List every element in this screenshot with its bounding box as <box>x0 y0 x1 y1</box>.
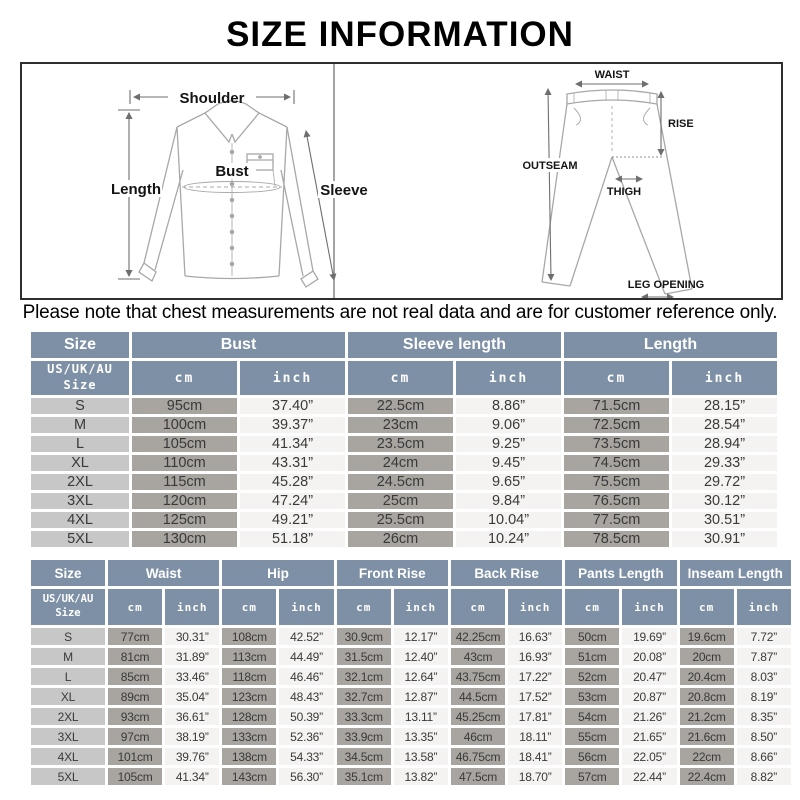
inch-value-cell: 20.87” <box>622 688 676 705</box>
cm-value-cell: 21.2cm <box>680 708 734 725</box>
inch-value-cell: 20.47” <box>622 668 676 685</box>
cm-value-cell: 24.5cm <box>348 474 453 490</box>
cm-value-cell: 32.7cm <box>337 688 391 705</box>
table-row <box>31 708 791 725</box>
cm-value-cell: 54cm <box>565 708 619 725</box>
inch-value-cell: 48.43” <box>279 688 333 705</box>
waist-label: WAIST <box>594 69 630 81</box>
inch-value-cell: 30.91” <box>672 531 777 547</box>
size-cell: 4XL <box>31 512 129 528</box>
cm-value-cell: 25.5cm <box>348 512 453 528</box>
inch-value-cell: 8.03” <box>737 668 791 685</box>
cm-value-cell: 110cm <box>132 455 237 471</box>
cm-value-cell: 78.5cm <box>564 531 669 547</box>
cm-value-cell: 43.75cm <box>451 668 505 685</box>
inch-value-cell: 28.15” <box>672 398 777 414</box>
unit-header-cm: cm <box>565 589 619 625</box>
cm-value-cell: 19.6cm <box>680 628 734 645</box>
inch-value-cell: 13.58” <box>394 748 448 765</box>
inch-value-cell: 16.63” <box>508 628 562 645</box>
shirt-diagram <box>110 90 370 287</box>
inch-value-cell: 54.33” <box>279 748 333 765</box>
cm-value-cell: 55cm <box>565 728 619 745</box>
cm-value-cell: 125cm <box>132 512 237 528</box>
size-subheader: US/UK/AU Size <box>31 589 105 625</box>
cm-value-cell: 35.1cm <box>337 768 391 785</box>
unit-header-row <box>31 589 791 625</box>
inch-value-cell: 49.21” <box>240 512 345 528</box>
cm-value-cell: 76.5cm <box>564 493 669 509</box>
group-header-front-rise: Front Rise <box>337 560 448 586</box>
unit-header-inch: inch <box>737 589 791 625</box>
inch-value-cell: 30.51” <box>672 512 777 528</box>
table-row <box>31 688 791 705</box>
cm-value-cell: 33.3cm <box>337 708 391 725</box>
cm-value-cell: 50cm <box>565 628 619 645</box>
unit-header-cm: cm <box>348 361 453 395</box>
unit-header-inch: inch <box>508 589 562 625</box>
size-column-header: Size <box>31 560 105 586</box>
cm-value-cell: 138cm <box>222 748 276 765</box>
cm-value-cell: 20.8cm <box>680 688 734 705</box>
table-row <box>31 768 791 785</box>
inch-value-cell: 44.49” <box>279 648 333 665</box>
group-header-hip: Hip <box>222 560 333 586</box>
cm-value-cell: 71.5cm <box>564 398 669 414</box>
inch-value-cell: 47.24” <box>240 493 345 509</box>
inch-value-cell: 35.04” <box>165 688 219 705</box>
group-header-sleeve-length: Sleeve length <box>348 332 561 358</box>
header-row <box>31 560 791 586</box>
group-header-waist: Waist <box>108 560 219 586</box>
inch-value-cell: 17.22” <box>508 668 562 685</box>
inch-value-cell: 41.34” <box>240 436 345 452</box>
inch-value-cell: 19.69” <box>622 628 676 645</box>
inch-value-cell: 16.93” <box>508 648 562 665</box>
shoulder-label: Shoulder <box>179 90 245 107</box>
cm-value-cell: 123cm <box>222 688 276 705</box>
size-cell: L <box>31 668 105 685</box>
leg-opening-label: LEG OPENING <box>627 279 705 291</box>
cm-value-cell: 93cm <box>108 708 162 725</box>
cm-value-cell: 21.6cm <box>680 728 734 745</box>
inch-value-cell: 21.65” <box>622 728 676 745</box>
inch-value-cell: 9.65” <box>456 474 561 490</box>
unit-header-cm: cm <box>564 361 669 395</box>
cm-value-cell: 32.1cm <box>337 668 391 685</box>
cm-value-cell: 46.75cm <box>451 748 505 765</box>
note-text: Please note that chest measurements are not real data and are for customer reference only. <box>22 302 778 323</box>
size-cell: 5XL <box>31 531 129 547</box>
sleeve-label: Sleeve <box>320 182 368 199</box>
table-row <box>31 531 777 547</box>
inch-value-cell: 29.33” <box>672 455 777 471</box>
cm-value-cell: 20cm <box>680 648 734 665</box>
cm-value-cell: 33.9cm <box>337 728 391 745</box>
inch-value-cell: 42.52” <box>279 628 333 645</box>
size-cell: M <box>31 417 129 433</box>
inch-value-cell: 46.46” <box>279 668 333 685</box>
cm-value-cell: 108cm <box>222 628 276 645</box>
cm-value-cell: 77.5cm <box>564 512 669 528</box>
inch-value-cell: 13.35” <box>394 728 448 745</box>
group-header-length: Length <box>564 332 777 358</box>
inch-value-cell: 18.41” <box>508 748 562 765</box>
inch-value-cell: 10.04” <box>456 512 561 528</box>
unit-header-cm: cm <box>132 361 237 395</box>
inch-value-cell: 51.18” <box>240 531 345 547</box>
inch-value-cell: 9.25” <box>456 436 561 452</box>
cm-value-cell: 143cm <box>222 768 276 785</box>
inch-value-cell: 30.31” <box>165 628 219 645</box>
size-cell: L <box>31 436 129 452</box>
inch-value-cell: 33.46” <box>165 668 219 685</box>
inch-value-cell: 18.11” <box>508 728 562 745</box>
cm-value-cell: 115cm <box>132 474 237 490</box>
inch-value-cell: 36.61” <box>165 708 219 725</box>
bust-label: Bust <box>215 163 249 180</box>
unit-header-cm: cm <box>451 589 505 625</box>
cm-value-cell: 100cm <box>132 417 237 433</box>
cm-value-cell: 105cm <box>132 436 237 452</box>
cm-value-cell: 101cm <box>108 748 162 765</box>
inch-value-cell: 13.11” <box>394 708 448 725</box>
cm-value-cell: 72.5cm <box>564 417 669 433</box>
cm-value-cell: 105cm <box>108 768 162 785</box>
cm-value-cell: 128cm <box>222 708 276 725</box>
inch-value-cell: 9.06” <box>456 417 561 433</box>
inch-value-cell: 28.94” <box>672 436 777 452</box>
inch-value-cell: 17.52” <box>508 688 562 705</box>
measurement-diagram <box>22 64 781 298</box>
cm-value-cell: 24cm <box>348 455 453 471</box>
unit-header-cm: cm <box>222 589 276 625</box>
size-cell: 2XL <box>31 708 105 725</box>
inch-value-cell: 8.50” <box>737 728 791 745</box>
cm-value-cell: 30.9cm <box>337 628 391 645</box>
inch-value-cell: 43.31” <box>240 455 345 471</box>
cm-value-cell: 26cm <box>348 531 453 547</box>
table-row <box>31 493 777 509</box>
table-row <box>31 398 777 414</box>
inch-value-cell: 20.08” <box>622 648 676 665</box>
group-header-inseam-length: Inseam Length <box>680 560 791 586</box>
cm-value-cell: 95cm <box>132 398 237 414</box>
page-title: SIZE INFORMATION <box>226 15 574 54</box>
cm-value-cell: 113cm <box>222 648 276 665</box>
cm-value-cell: 97cm <box>108 728 162 745</box>
cm-value-cell: 47.5cm <box>451 768 505 785</box>
inch-value-cell: 8.35” <box>737 708 791 725</box>
inch-value-cell: 45.28” <box>240 474 345 490</box>
size-cell: XL <box>31 688 105 705</box>
cm-value-cell: 120cm <box>132 493 237 509</box>
inch-value-cell: 12.17” <box>394 628 448 645</box>
cm-value-cell: 75.5cm <box>564 474 669 490</box>
table-row <box>31 748 791 765</box>
inch-value-cell: 12.87” <box>394 688 448 705</box>
size-subheader: US/UK/AU Size <box>31 361 129 395</box>
cm-value-cell: 77cm <box>108 628 162 645</box>
inch-value-cell: 37.40” <box>240 398 345 414</box>
cm-value-cell: 22cm <box>680 748 734 765</box>
length-label: Length <box>111 181 161 198</box>
cm-value-cell: 23cm <box>348 417 453 433</box>
size-cell: S <box>31 628 105 645</box>
cm-value-cell: 43cm <box>451 648 505 665</box>
inch-value-cell: 8.86” <box>456 398 561 414</box>
group-header-back-rise: Back Rise <box>451 560 562 586</box>
cm-value-cell: 22.5cm <box>348 398 453 414</box>
inch-value-cell: 31.89” <box>165 648 219 665</box>
outseam-label: OUTSEAM <box>522 160 578 172</box>
unit-header-cm: cm <box>680 589 734 625</box>
cm-value-cell: 130cm <box>132 531 237 547</box>
header-row <box>31 332 777 358</box>
table-row <box>31 728 791 745</box>
unit-header-inch: inch <box>672 361 777 395</box>
cm-value-cell: 25cm <box>348 493 453 509</box>
inch-value-cell: 22.05” <box>622 748 676 765</box>
unit-header-inch: inch <box>456 361 561 395</box>
inch-value-cell: 21.26” <box>622 708 676 725</box>
unit-header-cm: cm <box>337 589 391 625</box>
inch-value-cell: 9.45” <box>456 455 561 471</box>
cm-value-cell: 85cm <box>108 668 162 685</box>
measurement-diagram-box <box>20 62 783 300</box>
inch-value-cell: 8.19” <box>737 688 791 705</box>
inch-value-cell: 12.64” <box>394 668 448 685</box>
cm-value-cell: 56cm <box>565 748 619 765</box>
table-row <box>31 436 777 452</box>
cm-value-cell: 20.4cm <box>680 668 734 685</box>
cm-value-cell: 44.5cm <box>451 688 505 705</box>
cm-value-cell: 73.5cm <box>564 436 669 452</box>
group-header-bust: Bust <box>132 332 345 358</box>
thigh-label: THIGH <box>606 186 642 198</box>
table-row <box>31 512 777 528</box>
inch-value-cell: 8.82” <box>737 768 791 785</box>
inch-value-cell: 52.36” <box>279 728 333 745</box>
inch-value-cell: 7.87” <box>737 648 791 665</box>
inch-value-cell: 50.39” <box>279 708 333 725</box>
unit-header-inch: inch <box>240 361 345 395</box>
bottom-size-table <box>28 557 794 788</box>
cm-value-cell: 81cm <box>108 648 162 665</box>
inch-value-cell: 29.72” <box>672 474 777 490</box>
inch-value-cell: 9.84” <box>456 493 561 509</box>
inch-value-cell: 13.82” <box>394 768 448 785</box>
size-cell: 4XL <box>31 748 105 765</box>
inch-value-cell: 41.34” <box>165 768 219 785</box>
size-cell: 3XL <box>31 728 105 745</box>
inch-value-cell: 12.40” <box>394 648 448 665</box>
cm-value-cell: 45.25cm <box>451 708 505 725</box>
inch-value-cell: 17.81” <box>508 708 562 725</box>
unit-header-cm: cm <box>108 589 162 625</box>
size-cell: S <box>31 398 129 414</box>
inch-value-cell: 18.70” <box>508 768 562 785</box>
unit-header-inch: inch <box>394 589 448 625</box>
inch-value-cell: 7.72” <box>737 628 791 645</box>
inch-value-cell: 38.19” <box>165 728 219 745</box>
inch-value-cell: 39.76” <box>165 748 219 765</box>
table-row <box>31 474 777 490</box>
cm-value-cell: 34.5cm <box>337 748 391 765</box>
cm-value-cell: 133cm <box>222 728 276 745</box>
table-row <box>31 648 791 665</box>
size-cell: XL <box>31 455 129 471</box>
inch-value-cell: 39.37” <box>240 417 345 433</box>
cm-value-cell: 46cm <box>451 728 505 745</box>
cm-value-cell: 42.25cm <box>451 628 505 645</box>
unit-header-inch: inch <box>279 589 333 625</box>
table-row <box>31 668 791 685</box>
inch-value-cell: 30.12” <box>672 493 777 509</box>
size-cell: 5XL <box>31 768 105 785</box>
pants-diagram <box>521 69 704 297</box>
cm-value-cell: 51cm <box>565 648 619 665</box>
size-cell: 3XL <box>31 493 129 509</box>
cm-value-cell: 23.5cm <box>348 436 453 452</box>
inch-value-cell: 8.66” <box>737 748 791 765</box>
cm-value-cell: 57cm <box>565 768 619 785</box>
unit-header-row <box>31 361 777 395</box>
size-column-header: Size <box>31 332 129 358</box>
unit-header-inch: inch <box>165 589 219 625</box>
table-row <box>31 628 791 645</box>
inch-value-cell: 28.54” <box>672 417 777 433</box>
size-cell: M <box>31 648 105 665</box>
table-row <box>31 417 777 433</box>
cm-value-cell: 89cm <box>108 688 162 705</box>
table-row <box>31 455 777 471</box>
inch-value-cell: 56.30” <box>279 768 333 785</box>
top-size-table <box>28 329 780 550</box>
size-cell: 2XL <box>31 474 129 490</box>
group-header-pants-length: Pants Length <box>565 560 676 586</box>
unit-header-inch: inch <box>622 589 676 625</box>
cm-value-cell: 22.4cm <box>680 768 734 785</box>
cm-value-cell: 118cm <box>222 668 276 685</box>
cm-value-cell: 53cm <box>565 688 619 705</box>
inch-value-cell: 22.44” <box>622 768 676 785</box>
inch-value-cell: 10.24” <box>456 531 561 547</box>
cm-value-cell: 52cm <box>565 668 619 685</box>
cm-value-cell: 74.5cm <box>564 455 669 471</box>
rise-label: RISE <box>668 118 694 130</box>
cm-value-cell: 31.5cm <box>337 648 391 665</box>
